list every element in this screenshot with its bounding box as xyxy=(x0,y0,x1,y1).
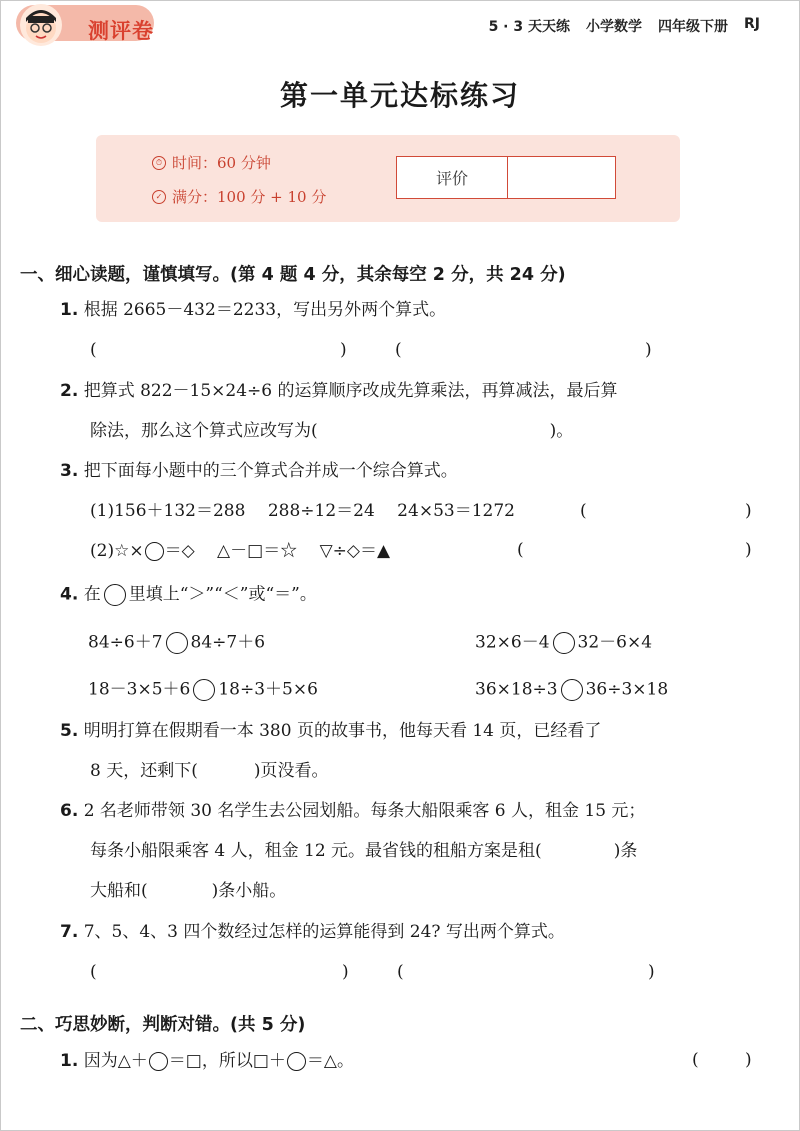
question-text: 2 名老师带领 30 名学生去公园划船。每条大船限乘客 6 人，租金 15 元； xyxy=(83,801,646,821)
compare-item xyxy=(475,679,668,701)
compare-circle[interactable] xyxy=(561,679,583,701)
expression-right: 36÷3×18 xyxy=(585,679,669,700)
question-number: 7. xyxy=(60,922,79,942)
time-row xyxy=(152,152,271,173)
judge-question-1 xyxy=(60,1052,354,1071)
question-text: )条小船。 xyxy=(211,881,287,901)
expression-left: 32×6－4 xyxy=(475,632,550,653)
question-text: )页没看。 xyxy=(253,761,329,781)
expression-right: 84÷7＋6 xyxy=(190,632,266,653)
question-number: 3. xyxy=(60,461,79,481)
question-text: 把下面每小题中的三个算式合并成一个综合算式。 xyxy=(83,461,458,481)
question-number: 1. xyxy=(60,1051,79,1071)
question-text: (2)☆× xyxy=(90,541,144,561)
question-text: 根据 2665－432＝2233，写出另外两个算式。 xyxy=(83,300,447,320)
evaluation-field[interactable] xyxy=(508,157,615,198)
grade: 四年级下册 xyxy=(658,19,728,35)
expression-left: 36×18÷3 xyxy=(475,679,558,700)
question-number: 2. xyxy=(60,381,79,401)
time-text: 时间：60 分钟 xyxy=(172,154,271,172)
clock-icon: ⏱ xyxy=(152,156,166,170)
question-text: ＝□，所以□＋ xyxy=(168,1051,286,1071)
compare-item xyxy=(88,632,265,654)
question-text: )。 xyxy=(549,421,574,441)
answer-blank-close: ) xyxy=(745,540,752,560)
question-number: 6. xyxy=(60,801,79,821)
question-7 xyxy=(60,924,565,941)
question-4 xyxy=(60,584,317,606)
answer-blank-close: ) xyxy=(745,501,752,521)
question-text: 里填上“＞”“＜”或“＝”。 xyxy=(128,584,317,605)
compare-circle[interactable] xyxy=(193,679,215,701)
answer-blank-close: ) xyxy=(648,962,655,982)
question-text: 在 xyxy=(83,584,101,605)
circle-shape-icon xyxy=(287,1052,306,1071)
question-2-line-2 xyxy=(90,423,573,440)
judge-blank-close: ) xyxy=(745,1050,752,1070)
question-text: 8 天，还剩下( xyxy=(90,761,198,781)
answer-blank-open: ( xyxy=(517,540,524,560)
score-text: 满分：100 分 + 10 分 xyxy=(172,188,327,206)
question-text: 7、5、4、3 四个数经过怎样的运算能得到 24? 写出两个算式。 xyxy=(83,922,565,942)
compare-item xyxy=(475,632,652,654)
page-header xyxy=(0,0,800,48)
answer-blank-open: ( xyxy=(90,340,97,360)
question-6-line-2 xyxy=(90,843,637,860)
question-2 xyxy=(60,383,618,400)
expression-right: 18÷3＋5×6 xyxy=(218,679,318,700)
series-name: 5 · 3 天天练 xyxy=(488,19,570,35)
page-title: 第一单元达标练习 xyxy=(279,79,520,112)
question-5-line-2 xyxy=(90,763,329,780)
compare-circle[interactable] xyxy=(553,632,575,654)
question-number: 4. xyxy=(60,584,79,605)
question-3-sub-1: (1)156＋132＝288 288÷12＝24 24×53＝1272 xyxy=(90,501,515,521)
check-icon: ✓ xyxy=(152,190,166,204)
answer-blank-close: ) xyxy=(342,962,349,982)
judge-blank-open: ( xyxy=(692,1050,699,1070)
question-6 xyxy=(60,803,645,820)
circle-shape-icon xyxy=(145,542,164,561)
badge-label: 测评卷 xyxy=(88,19,154,43)
info-box xyxy=(96,135,680,222)
answer-blank-open: ( xyxy=(395,340,402,360)
circle-icon xyxy=(104,584,126,606)
question-text: 大船和( xyxy=(90,881,148,901)
question-text: ＝△。 xyxy=(306,1051,354,1071)
question-5 xyxy=(60,723,601,740)
question-3 xyxy=(60,463,458,480)
answer-blank-open: ( xyxy=(397,962,404,982)
score-row xyxy=(152,186,326,207)
question-text: )条 xyxy=(613,841,638,861)
question-text: 除法，那么这个算式应改写为( xyxy=(90,421,318,441)
question-text: 把算式 822－15×24÷6 的运算顺序改成先算乘法，再算减法，最后算 xyxy=(83,381,618,401)
answer-blank-close: ) xyxy=(645,340,652,360)
question-number: 5. xyxy=(60,721,79,741)
question-number: 1. xyxy=(60,300,79,320)
expression-left: 18－3×5＋6 xyxy=(88,679,191,700)
expression-right: 32－6×4 xyxy=(577,632,653,653)
section-1-title: 一、细心读题，谨慎填写。(第 4 题 4 分，其余每空 2 分，共 24 分) xyxy=(20,265,566,285)
evaluation-box xyxy=(396,156,616,199)
question-text: 每条小船限乘客 4 人，租金 12 元。最省钱的租船方案是租( xyxy=(90,841,542,861)
circle-shape-icon xyxy=(149,1052,168,1071)
answer-blank-open: ( xyxy=(90,962,97,982)
section-2-title: 二、巧思妙断，判断对错。(共 5 分) xyxy=(20,1015,306,1035)
edition: RJ xyxy=(744,16,760,32)
mascot-avatar-icon xyxy=(20,4,62,46)
compare-item xyxy=(88,679,318,701)
question-text: ＝◇ △－□＝☆ ▽÷◇＝▲ xyxy=(164,541,391,561)
question-text: 因为△＋ xyxy=(83,1051,148,1071)
question-6-line-3 xyxy=(90,883,286,900)
question-text: 明明打算在假期看一本 380 页的故事书，他每天看 14 页，已经看了 xyxy=(83,721,602,741)
question-3-sub-2 xyxy=(90,542,390,561)
expression-left: 84÷6＋7 xyxy=(88,632,163,653)
evaluation-label: 评价 xyxy=(397,157,508,198)
compare-circle[interactable] xyxy=(166,632,188,654)
subject: 小学数学 xyxy=(586,19,642,35)
answer-blank-open: ( xyxy=(580,501,587,521)
question-1 xyxy=(60,302,446,319)
series-info xyxy=(489,16,760,36)
answer-blank-close: ) xyxy=(340,340,347,360)
